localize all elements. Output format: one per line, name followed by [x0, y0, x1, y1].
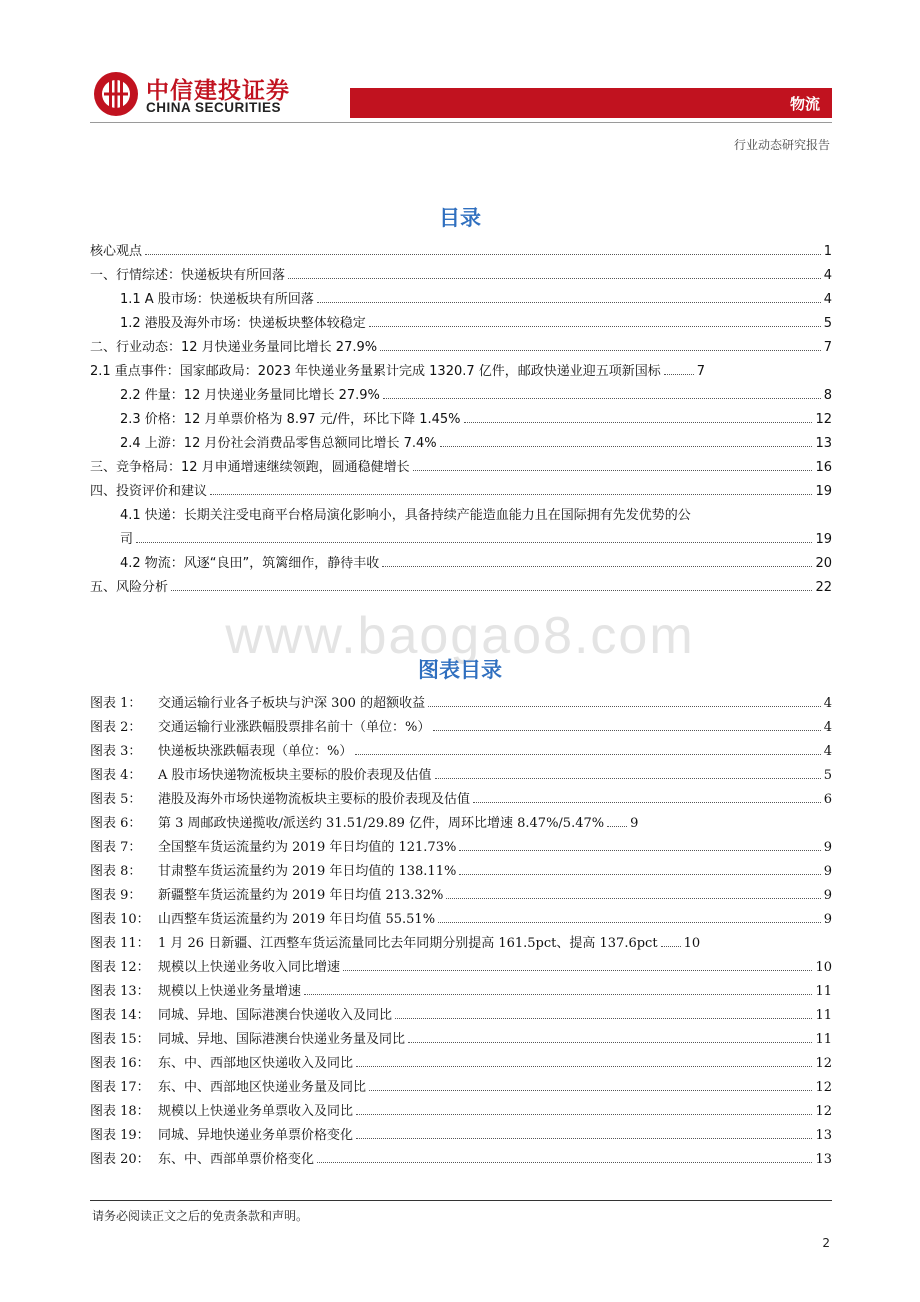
- toc-entry[interactable]: [90, 480, 832, 500]
- toc-entry-page: 8: [823, 388, 832, 403]
- report-type: 行业动态研究报告: [733, 138, 830, 152]
- footer-divider: [90, 1200, 832, 1201]
- figure-entry[interactable]: [90, 788, 832, 808]
- leader-dots: [435, 778, 821, 779]
- figure-label: 规模以上快递业务收入同比增速: [158, 960, 341, 975]
- toc-entry-page: 1: [823, 244, 832, 259]
- toc-entry-label: 核心观点: [90, 244, 143, 259]
- figure-label: 东、中、西部地区快递收入及同比: [158, 1056, 354, 1071]
- page-number: 2: [822, 1236, 830, 1250]
- sector-label: 物流: [789, 95, 820, 113]
- sector-banner: [350, 88, 832, 118]
- figure-entry[interactable]: [90, 764, 832, 784]
- toc-entry[interactable]: [90, 528, 832, 548]
- figure-page: 13: [815, 1152, 832, 1167]
- toc-entry-label: 4.1 快递：长期关注受电商平台格局演化影响小，具备持续产能造血能力且在国际拥有先发优势的公: [120, 508, 691, 523]
- toc-entry-label: 二、行业动态：12 月快递业务量同比增长 27.9%: [90, 340, 378, 355]
- toc-entry-label: 五、风险分析: [90, 580, 169, 595]
- figure-entry[interactable]: [90, 1100, 832, 1120]
- brand-name-cn: 中信建投证券: [146, 78, 290, 104]
- leader-dots: [408, 1042, 812, 1043]
- figure-list-title: 图表目录: [418, 658, 502, 682]
- toc-title: 目录: [439, 206, 481, 230]
- figure-entry[interactable]: [90, 716, 832, 736]
- figure-entry[interactable]: [90, 860, 832, 880]
- figure-entry[interactable]: [90, 1148, 832, 1168]
- figure-number: 图表 14：: [90, 1008, 150, 1023]
- leader-dots: [383, 398, 821, 399]
- leader-dots: [288, 278, 821, 279]
- figure-page: 10: [683, 936, 701, 951]
- figure-number: 图表 6：: [90, 816, 142, 831]
- toc-entry-label: 2.4 上游：12 月份社会消费品零售总额同比增长 7.4%: [120, 436, 437, 451]
- figure-entry[interactable]: [90, 1124, 832, 1144]
- watermark: www.baogao8.com: [225, 607, 695, 665]
- toc-entry-page: 5: [823, 316, 832, 331]
- figure-page: 9: [630, 816, 639, 831]
- figure-number: 图表 4：: [90, 768, 142, 783]
- toc-entry-label: 四、投资评价和建议: [90, 484, 208, 499]
- figure-entry[interactable]: [90, 1028, 832, 1048]
- toc-entry-page: 4: [823, 268, 832, 283]
- toc-entry-label: 1.2 港股及海外市场：快递板块整体较稳定: [120, 316, 366, 331]
- toc-entry-page: 12: [815, 412, 832, 427]
- figure-page: 6: [823, 792, 832, 807]
- toc-entry[interactable]: [90, 264, 832, 284]
- toc-entry-label: 2.2 件量：12 月快递业务量同比增长 27.9%: [120, 388, 380, 403]
- figure-page: 5: [823, 768, 832, 783]
- leader-dots: [145, 254, 821, 255]
- toc-entry-page: 13: [815, 436, 832, 451]
- figure-label: 港股及海外市场快递物流板块主要标的股价表现及估值: [158, 792, 471, 807]
- toc-entry[interactable]: [90, 456, 832, 476]
- toc-entry[interactable]: [90, 408, 832, 428]
- leader-dots: [459, 850, 820, 851]
- leader-dots: [607, 826, 627, 827]
- figure-label: 全国整车货运流量约为 2019 年日均值的 121.73%: [158, 840, 457, 855]
- toc-entry-label: 三、竞争格局：12 月申通增速继续领跑，圆通稳健增长: [90, 460, 410, 475]
- figure-label: 山西整车货运流量约为 2019 年日均值 55.51%: [158, 912, 436, 927]
- figure-label: 东、中、西部单票价格变化: [158, 1152, 315, 1167]
- figure-label: 交通运输行业各子板块与沪深 300 的超额收益: [158, 696, 426, 711]
- toc-entry[interactable]: [90, 312, 832, 332]
- toc-entry-page: 4: [823, 292, 832, 307]
- figure-number: 图表 7：: [90, 840, 142, 855]
- leader-dots: [356, 1138, 812, 1139]
- brand-name-en: CHINA SECURITIES: [146, 100, 282, 115]
- figure-label: 第 3 周邮政快递揽收/派送约 31.51/29.89 亿件，周环比增速 8.47%/5.47%: [158, 816, 605, 831]
- figure-entry[interactable]: [90, 1052, 832, 1072]
- leader-dots: [136, 542, 812, 543]
- toc-entry-page: 7: [696, 364, 706, 379]
- leader-dots: [355, 754, 820, 755]
- toc-entry-label: 2.3 价格：12 月单票价格为 8.97 元/件，环比下降 1.45%: [120, 412, 461, 427]
- figure-entry[interactable]: [90, 812, 832, 832]
- figure-page: 12: [815, 1104, 832, 1119]
- figure-page: 12: [815, 1056, 832, 1071]
- leader-dots: [356, 1066, 812, 1067]
- page-header: [0, 0, 920, 160]
- toc-entry-label: 2.1 重点事件：国家邮政局：2023 年快递业务量累计完成 1320.7 亿件，邮政快递业迎五项新国标: [90, 364, 661, 379]
- figure-number: 图表 8：: [90, 864, 142, 879]
- toc-entry[interactable]: [90, 360, 832, 380]
- leader-dots: [438, 922, 821, 923]
- leader-dots: [343, 970, 812, 971]
- header-divider: [90, 122, 832, 123]
- figure-number: 图表 9：: [90, 888, 142, 903]
- figure-page: 4: [823, 744, 832, 759]
- figure-label: 1 月 26 日新疆、江西整车货运流量同比去年同期分别提高 161.5pct、提高 137.6pct: [158, 936, 658, 951]
- figure-page: 9: [823, 840, 832, 855]
- figure-label: 快递板块涨跌幅表现（单位：%）: [158, 744, 353, 759]
- figure-number: 图表 20：: [90, 1152, 150, 1167]
- toc-entry-page: 16: [815, 460, 832, 475]
- figure-page: 9: [823, 864, 832, 879]
- leader-dots: [428, 706, 821, 707]
- toc-entry-label: 4.2 物流：风逐“良田”，筑篱细作，静待丰收: [120, 556, 380, 571]
- figure-entry[interactable]: [90, 692, 832, 712]
- figure-entry[interactable]: [90, 1076, 832, 1096]
- figure-entry[interactable]: [90, 980, 832, 1000]
- toc-entry[interactable]: [90, 240, 832, 260]
- leader-dots: [473, 802, 821, 803]
- figure-page: 12: [815, 1080, 832, 1095]
- toc-entry-page: 7: [823, 340, 832, 355]
- figure-number: 图表 10：: [90, 912, 150, 927]
- figure-page: 4: [823, 720, 832, 735]
- leader-dots: [440, 446, 813, 447]
- figure-entry[interactable]: [90, 1004, 832, 1024]
- figure-page: 11: [815, 1008, 832, 1023]
- figure-label: 甘肃整车货运流量约为 2019 年日均值的 138.11%: [158, 864, 457, 879]
- figure-number: 图表 15：: [90, 1032, 150, 1047]
- toc-entry-label: 司: [120, 532, 134, 547]
- toc-entry[interactable]: [90, 504, 832, 524]
- figure-page: 11: [815, 984, 832, 999]
- toc-entry[interactable]: [90, 552, 832, 572]
- figure-number: 图表 1：: [90, 696, 142, 711]
- figure-entry[interactable]: [90, 956, 832, 976]
- figure-label: 新疆整车货运流量约为 2019 年日均值 213.32%: [158, 888, 444, 903]
- leader-dots: [210, 494, 812, 495]
- leader-dots: [382, 566, 812, 567]
- toc-entry[interactable]: [90, 336, 832, 356]
- figure-label: 同城、异地、国际港澳台快递收入及同比: [158, 1008, 393, 1023]
- figure-page: 9: [823, 888, 832, 903]
- toc-entry[interactable]: [90, 384, 832, 404]
- leader-dots: [304, 994, 812, 995]
- figure-label: 交通运输行业涨跌幅股票排名前十（单位：%）: [158, 720, 431, 735]
- china-securities-logo-icon: [92, 70, 140, 118]
- figure-label: 东、中、西部地区快递业务量及同比: [158, 1080, 367, 1095]
- figure-label: 同城、异地快递业务单票价格变化: [158, 1128, 354, 1143]
- figure-entry[interactable]: [90, 836, 832, 856]
- figure-number: 图表 5：: [90, 792, 142, 807]
- toc-entry-page: 20: [815, 556, 832, 571]
- toc-entry[interactable]: [90, 432, 832, 452]
- toc-entry-page: 19: [815, 532, 832, 547]
- figure-entry[interactable]: [90, 908, 832, 928]
- leader-dots: [459, 874, 820, 875]
- leader-dots: [664, 374, 694, 375]
- figure-page: 11: [815, 1032, 832, 1047]
- toc-entry-label: 一、行情综述：快递板块有所回落: [90, 268, 286, 283]
- figure-entry[interactable]: [90, 932, 832, 952]
- figure-number: 图表 16：: [90, 1056, 150, 1071]
- leader-dots: [413, 470, 813, 471]
- figure-number: 图表 12：: [90, 960, 150, 975]
- leader-dots: [395, 1018, 812, 1019]
- leader-dots: [446, 898, 820, 899]
- figure-page: 10: [815, 960, 832, 975]
- disclaimer: 请务必阅读正文之后的免责条款和声明。: [92, 1209, 309, 1223]
- toc-entry-label: 1.1 A 股市场：快递板块有所回落: [120, 292, 314, 307]
- figure-label: A 股市场快递物流板块主要标的股价表现及估值: [158, 768, 432, 783]
- figure-page: 4: [823, 696, 832, 711]
- figure-number: 图表 18：: [90, 1104, 150, 1119]
- figure-entry[interactable]: [90, 740, 832, 760]
- figure-page: 13: [815, 1128, 832, 1143]
- figure-number: 图表 2：: [90, 720, 142, 735]
- toc-entry[interactable]: [90, 576, 832, 596]
- toc-entry-page: 19: [815, 484, 832, 499]
- leader-dots: [380, 350, 821, 351]
- leader-dots: [171, 590, 812, 591]
- figure-entry[interactable]: [90, 884, 832, 904]
- figure-label: 同城、异地、国际港澳台快递业务量及同比: [158, 1032, 406, 1047]
- leader-dots: [433, 730, 820, 731]
- figure-page: 9: [823, 912, 832, 927]
- toc-entry[interactable]: [90, 288, 832, 308]
- leader-dots: [369, 1090, 812, 1091]
- figure-number: 图表 11：: [90, 936, 150, 951]
- figure-number: 图表 17：: [90, 1080, 150, 1095]
- leader-dots: [369, 326, 821, 327]
- leader-dots: [317, 302, 821, 303]
- leader-dots: [317, 1162, 812, 1163]
- figure-number: 图表 3：: [90, 744, 142, 759]
- leader-dots: [356, 1114, 812, 1115]
- leader-dots: [661, 946, 681, 947]
- toc-entry-page: 22: [815, 580, 832, 595]
- figure-number: 图表 19：: [90, 1128, 150, 1143]
- figure-label: 规模以上快递业务单票收入及同比: [158, 1104, 354, 1119]
- leader-dots: [464, 422, 813, 423]
- figure-number: 图表 13：: [90, 984, 150, 999]
- figure-label: 规模以上快递业务量增速: [158, 984, 302, 999]
